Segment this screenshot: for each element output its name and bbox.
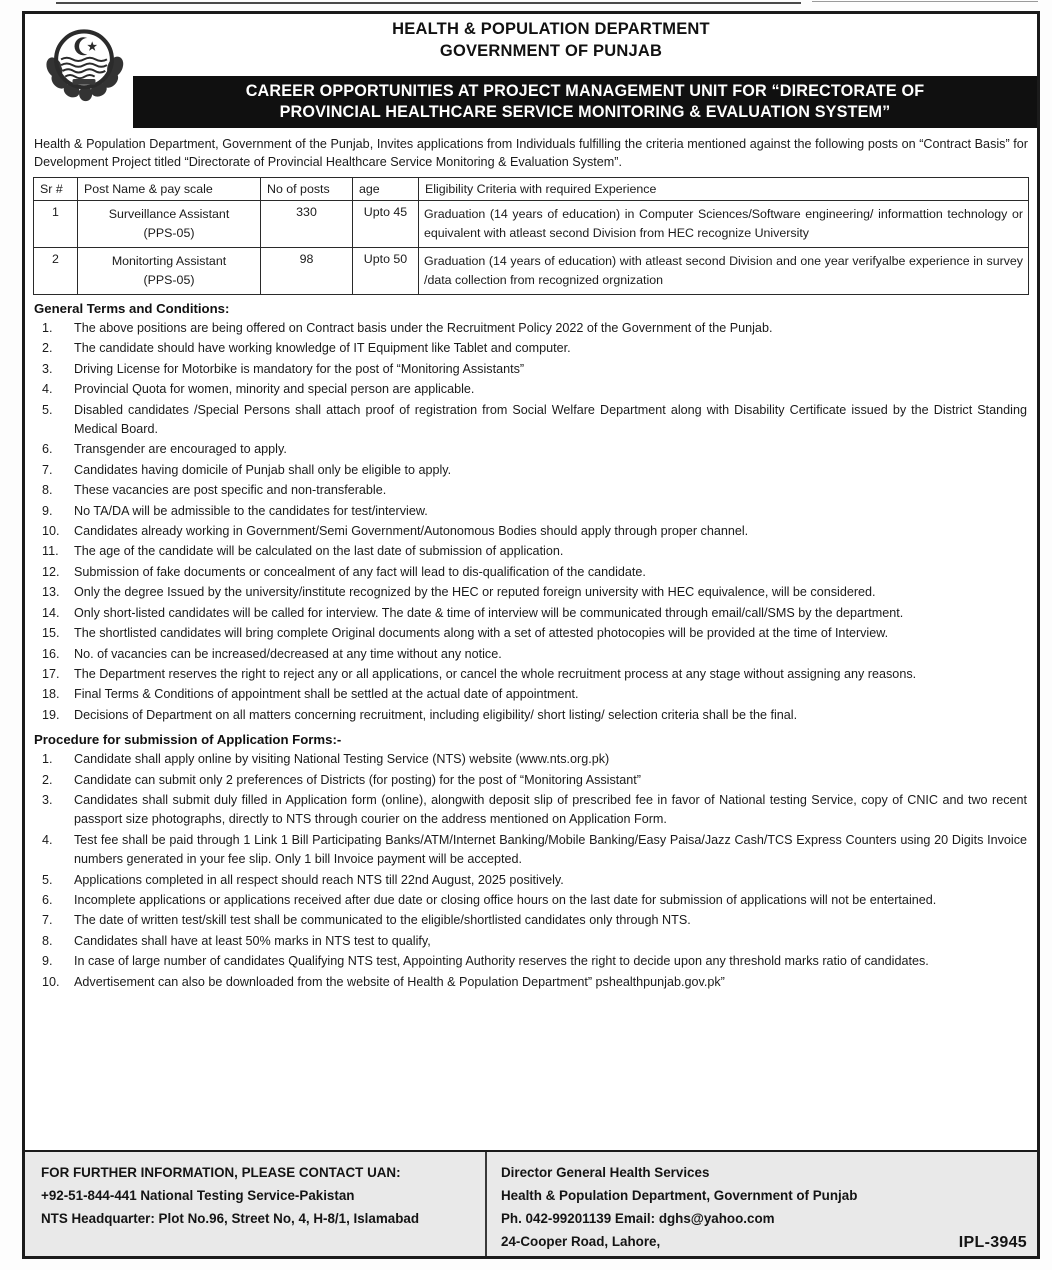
list-item-number: 4. — [42, 832, 53, 847]
table-row — [34, 248, 1029, 295]
list-item — [34, 380, 1027, 399]
list-item-text: Test fee shall be paid through 1 Link 1 Bill Participating Banks/ATM/Internet Banking/Mobile Banking/Easy Paisa/Jazz Cash/TCS Express Counters using 20 Digits Invoice numbers generated in your fee slip. Only 1 bill Invoice payment will be accepted. — [74, 832, 1027, 867]
list-item-text: Provincial Quota for women, minority and special person are applicable. — [74, 382, 475, 397]
post-title: Monitorting Assistant — [111, 254, 227, 268]
column-header-post-name: Post Name & pay scale — [78, 178, 261, 201]
list-item-text: Candidates having domicile of Punjab shall only be eligible to apply. — [74, 462, 452, 477]
list-item-number: 16. — [42, 646, 60, 661]
list-item — [34, 401, 1027, 440]
cell-post-name — [78, 201, 261, 248]
column-header-eligibility: Eligibility Criteria with required Experience — [419, 178, 1029, 201]
posts-table-head — [34, 178, 1029, 201]
list-item-text: No. of vacancies can be increased/decreased at any time without any notice. — [74, 646, 502, 661]
list-item-text: Advertisement can also be downloaded from the website of Health & Population Department” pshealthpunjab.gov.pk” — [74, 974, 725, 989]
nts-headquarter-address: NTS Headquarter: Plot No.96, Street No, 4, H-8/1, Islamabad — [41, 1211, 420, 1226]
punjab-government-emblem-icon — [43, 20, 125, 102]
list-item — [34, 771, 1027, 790]
general-terms-heading: General Terms and Conditions: — [34, 301, 230, 316]
cell-eligibility: Graduation (14 years of education) with atleast second Division and one year verifyalbe experience in survey /data collection from recognized orgnization — [419, 248, 1029, 295]
list-item — [34, 831, 1027, 870]
list-item-text: Submission of fake documents or concealment of any fact will lead to dis-qualification of the candidate. — [74, 564, 646, 579]
department-name: HEALTH & POPULATION DEPARTMENT — [392, 20, 710, 38]
list-item-number: 9. — [42, 503, 53, 518]
cell-no-of-posts: 330 — [261, 201, 353, 248]
procedure-list — [25, 750, 1037, 992]
organisation-titles — [25, 19, 1037, 62]
list-item-text: Final Terms & Conditions of appointment shall be settled at the actual date of appointment. — [74, 687, 579, 702]
list-item-number: 10. — [42, 524, 60, 539]
list-item-number: 5. — [42, 402, 53, 417]
list-item-number: 3. — [42, 792, 53, 807]
list-item-number: 2. — [42, 772, 53, 787]
publication-reference-code: IPL-3945 — [958, 1234, 1027, 1251]
list-item — [34, 339, 1027, 358]
list-item-number: 1. — [42, 752, 53, 767]
list-item-text: Candidates shall have at least 50% marks in NTS test to qualify, — [74, 933, 431, 948]
column-header-sr: Sr # — [34, 178, 78, 201]
list-item-number: 17. — [42, 666, 60, 681]
list-item-text: Driving License for Motorbike is mandatory for the post of “Monitoring Assistants” — [74, 361, 525, 376]
list-item-number: 3. — [42, 361, 53, 376]
list-item-text: The age of the candidate will be calculated on the last date of submission of application. — [74, 544, 564, 559]
government-name: GOVERNMENT OF PUNJAB — [439, 42, 663, 60]
posts-table — [33, 177, 1029, 295]
list-item — [34, 360, 1027, 379]
procedure-heading: Procedure for submission of Application Forms:- — [34, 732, 342, 748]
nts-contact-block — [25, 1152, 487, 1256]
list-item — [34, 624, 1027, 643]
list-item — [34, 583, 1027, 602]
list-item — [34, 706, 1027, 725]
list-item-text: Incomplete applications or applications received after due date or closing office hours on the last date for submission of applications will not be entertained. — [74, 892, 937, 907]
column-header-age: age — [353, 178, 419, 201]
contact-footer — [25, 1150, 1037, 1256]
banner-line-1: CAREER OPPORTUNITIES AT PROJECT MANAGEMENT UNIT FOR “DIRECTORATE OF — [245, 82, 925, 100]
scan-artifact-rule-left — [56, 2, 801, 4]
director-general-title: Director General Health Services — [501, 1165, 710, 1180]
list-item — [34, 563, 1027, 582]
list-item-text: Applications completed in all respect should reach NTS till 22nd August, 2025 positively. — [74, 872, 564, 887]
list-item — [34, 891, 1027, 910]
cell-age: Upto 45 — [353, 201, 419, 248]
list-item-text: These vacancies are post specific and non-transferable. — [74, 483, 387, 498]
career-opportunities-banner — [133, 76, 1037, 128]
list-item — [34, 461, 1027, 480]
list-item — [34, 604, 1027, 623]
list-item-number: 7. — [42, 462, 53, 477]
list-item-number: 14. — [42, 605, 60, 620]
post-title: Surveillance Assistant — [108, 207, 230, 221]
list-item-number: 4. — [42, 382, 53, 397]
phone-and-email: Ph. 042-99201139 Email: dghs@yahoo.com — [501, 1211, 775, 1226]
list-item-number: 6. — [42, 442, 53, 457]
cell-sr: 1 — [34, 201, 78, 248]
list-item — [34, 522, 1027, 541]
post-pay-scale: (PPS-05) — [143, 273, 195, 287]
list-item — [34, 665, 1027, 684]
list-item — [34, 645, 1027, 664]
list-item-text: Candidates shall submit duly filled in Application form (online), alongwith deposit slip of prescribed fee in favor of National testing Service, copy of CNIC and two recent passport size photographs, directly to NTS through courier on the address mentioned on Application Form. — [74, 792, 1027, 827]
list-item — [34, 932, 1027, 951]
list-item-text: In case of large number of candidates Qualifying NTS test, Appointing Authority reserves the right to decide upon any threshold marks ratio of candidates. — [74, 954, 929, 969]
contact-uan-number: +92-51-844-441 National Testing Service-Pakistan — [41, 1188, 355, 1203]
cell-no-of-posts: 98 — [261, 248, 353, 295]
list-item — [34, 791, 1027, 830]
contact-uan-label: FOR FURTHER INFORMATION, PLEASE CONTACT UAN: — [41, 1165, 401, 1180]
list-item-text: The candidate should have working knowledge of IT Equipment like Tablet and computer. — [74, 341, 571, 356]
list-item-number: 10. — [42, 974, 60, 989]
list-item — [34, 871, 1027, 890]
list-item-text: No TA/DA will be admissible to the candidates for test/interview. — [74, 503, 428, 518]
list-item — [34, 502, 1027, 521]
advertisement-border-box — [22, 11, 1040, 1259]
list-item — [34, 319, 1027, 338]
list-item — [34, 750, 1027, 769]
department-line: Health & Population Department, Government of Punjab — [501, 1188, 858, 1203]
document-header — [25, 14, 1037, 132]
posts-table-wrapper — [25, 177, 1037, 295]
list-item — [34, 973, 1027, 992]
list-item-number: 5. — [42, 872, 53, 887]
list-item-number: 6. — [42, 892, 53, 907]
cell-sr: 2 — [34, 248, 78, 295]
list-item — [34, 911, 1027, 930]
list-item-number: 18. — [42, 687, 60, 702]
list-item-text: The above positions are being offered on Contract basis under the Recruitment Policy 2022 of the Government of the Punjab. — [74, 321, 773, 335]
intro-paragraph: Health & Population Department, Government of the Punjab, Invites applications from Individuals fulfilling the criteria mentioned against the following posts on “Contract Basis” for Development Project titled “Directorate of Provincial Healthcare Service Monitoring & Evaluation System”. — [34, 137, 1028, 169]
list-item — [34, 542, 1027, 561]
column-header-no-of-posts: No of posts — [261, 178, 353, 201]
list-item-number: 13. — [42, 585, 60, 600]
list-item-number: 8. — [42, 483, 53, 498]
department-address: 24-Cooper Road, Lahore, — [501, 1234, 661, 1249]
list-item-number: 2. — [42, 341, 53, 356]
list-item-text: Candidate shall apply online by visiting National Testing Service (NTS) website (www.nts.org.pk) — [74, 752, 610, 767]
list-item — [34, 685, 1027, 704]
banner-line-2: PROVINCIAL HEALTHCARE SERVICE MONITORING & EVALUATION SYSTEM” — [279, 102, 891, 121]
list-item-number: 12. — [42, 564, 60, 579]
list-item-number: 8. — [42, 933, 53, 948]
general-terms-list — [25, 319, 1037, 725]
list-item — [34, 952, 1027, 971]
list-item-number: 15. — [42, 626, 60, 641]
list-item-number: 11. — [42, 544, 59, 559]
posts-table-body — [34, 201, 1029, 295]
list-item — [34, 440, 1027, 459]
list-item-text: The shortlisted candidates will bring complete Original documents along with a set of attested photocopies will be provided at the time of Interview. — [74, 626, 889, 641]
list-item — [34, 481, 1027, 500]
post-pay-scale: (PPS-05) — [143, 226, 195, 240]
list-item-text: Decisions of Department on all matters concerning recruitment, including eligibility/ short listing/ selection criteria shall be the final. — [74, 707, 798, 722]
list-item-text: Transgender are encouraged to apply. — [74, 442, 287, 457]
list-item-text: Candidates already working in Government/Semi Government/Autonomous Bodies should apply through proper channel. — [74, 524, 749, 539]
list-item-text: Only the degree Issued by the university/institute recognized by the HEC or reputed foreign university with HEC equivalence, will be considered. — [74, 585, 876, 600]
list-item-text: Only short-listed candidates will be called for interview. The date & time of interview will be communicated through email/call/SMS by the department. — [74, 605, 904, 620]
list-item-number: 19. — [42, 707, 60, 722]
list-item-text: Candidate can submit only 2 preferences of Districts (for posting) for the post of “Monitoring Assistant” — [74, 772, 641, 787]
cell-eligibility: Graduation (14 years of education) in Computer Sciences/Software engineering/ informattion technology or equivalent with atleast second Division from HEC recognize University — [419, 201, 1029, 248]
department-contact-block — [487, 1152, 1037, 1256]
table-header-row — [34, 178, 1029, 201]
list-item-text: Disabled candidates /Special Persons shall attach proof of registration from Social Welfare Department along with Disability Certificate issued by the District Standing Medical Board. — [74, 402, 1027, 437]
table-row — [34, 201, 1029, 248]
cell-post-name — [78, 248, 261, 295]
list-item-number: 9. — [42, 954, 53, 969]
list-item-number: 7. — [42, 913, 53, 928]
list-item-text: The Department reserves the right to reject any or all applications, or cancel the whole recruitment process at any stage without assigning any reasons. — [74, 666, 917, 681]
cell-age: Upto 50 — [353, 248, 419, 295]
list-item-number: 1. — [42, 321, 53, 335]
list-item-text: The date of written test/skill test shall be communicated to the eligible/shortlisted candidates only through NTS. — [74, 913, 691, 928]
scan-artifact-rule-right — [812, 1, 1038, 2]
